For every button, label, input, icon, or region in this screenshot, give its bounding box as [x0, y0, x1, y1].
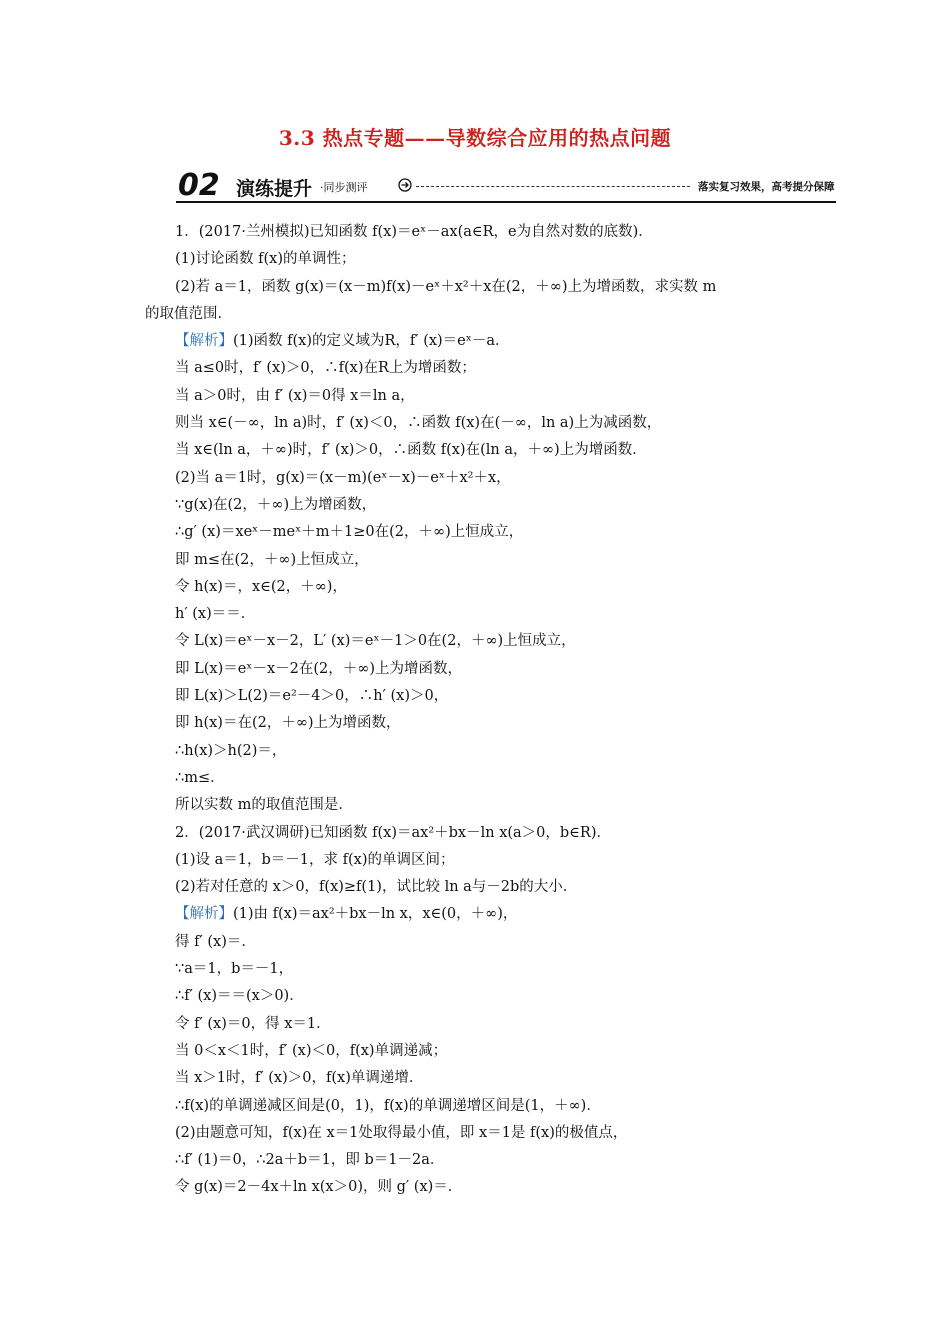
text-line: 令 L(x)＝eˣ－x－2，L′ (x)＝eˣ－1＞0在(2，＋∞)上恒成立， — [175, 633, 576, 650]
banner-subheading: ·同步测评 — [320, 181, 368, 194]
text-line: (1)讨论函数 f(x)的单调性； — [175, 251, 356, 268]
text-line: 当 x＞1时，f′ (x)＞0，f(x)单调递增． — [175, 1070, 424, 1087]
section-banner — [176, 170, 836, 204]
text-line: (2)若对任意的 x＞0，f(x)≥f(1)，试比较 ln a与－2b的大小． — [175, 879, 578, 896]
text-line: 即 m≤在(2，＋∞)上恒成立， — [175, 551, 369, 568]
text-line: 令 f′ (x)＝0，得 x＝1． — [175, 1015, 331, 1032]
text-line: 即 h(x)＝在(2，＋∞)上为增函数， — [175, 715, 401, 732]
text-line: 即 L(x)＞L(2)＝e²－4＞0，∴h′ (x)＞0， — [175, 688, 449, 705]
text-line: 则当 x∈(－∞，ln a)时，f′ (x)＜0，∴函数 f(x)在(－∞，ln a)上为减函数， — [175, 415, 662, 432]
text-line: (2)若 a＝1，函数 g(x)＝(x－m)f(x)－eˣ＋x²＋x在(2，＋∞)上为增函数，求实数 m — [175, 278, 717, 295]
text-line: 1．(2017·兰州模拟)已知函数 f(x)＝eˣ－ax(a∈R，e为自然对数的底数)． — [175, 224, 653, 240]
banner-heading: 演练提升 — [236, 178, 313, 200]
text-line: (2)当 a＝1时，g(x)＝(x－m)(eˣ－x)－eˣ＋x²＋x， — [175, 469, 511, 486]
text-line: 令 g(x)＝2－4x＋ln x(x＞0)，则 g′ (x)＝． — [175, 1179, 463, 1196]
text-line: ∴f′ (x)＝＝(x＞0)． — [175, 988, 304, 1005]
text-line: (2)由题意可知，f(x)在 x＝1处取得最小值，即 x＝1是 f(x)的极值点， — [175, 1124, 628, 1141]
analysis-line — [145, 328, 825, 355]
text-line: 所以实数 m的取值范围是． — [175, 797, 353, 814]
page-title: 3.3 热点专题——导数综合应用的热点问题 — [278, 126, 672, 150]
banner-dashed-line — [416, 186, 690, 187]
text-line: 当 x∈(ln a，＋∞)时，f′ (x)＞0，∴函数 f(x)在(ln a，＋∞)上为增函数． — [175, 442, 647, 459]
banner-rule — [176, 201, 836, 203]
document-body — [145, 219, 825, 1202]
text-line: ∴g′ (x)＝xeˣ－meˣ＋m＋1≥0在(2，＋∞)上恒成立， — [175, 524, 524, 541]
text-line: ∵g(x)在(2，＋∞)上为增函数， — [175, 496, 377, 513]
analysis-tag: 【解析】 — [175, 906, 233, 923]
text-line: 令 h(x)＝，x∈(2，＋∞)， — [175, 578, 347, 595]
text-line: (1)由 f(x)＝ax²＋bx－ln x，x∈(0，＋∞)， — [233, 906, 518, 923]
text-line: h′ (x)＝＝． — [175, 606, 256, 623]
text-line: 即 L(x)＝eˣ－x－2在(2，＋∞)上为增函数， — [175, 660, 462, 677]
text-line: ∴h(x)＞h(2)＝， — [175, 742, 287, 759]
analysis-tag: 【解析】 — [175, 333, 233, 350]
banner-slogan: 落实复习效果，高考提分保障 — [698, 181, 835, 193]
text-line: ∴f′ (1)＝0，∴2a＋b＝1，即 b＝1－2a． — [175, 1152, 445, 1169]
text-line: ∵a＝1，b＝－1， — [175, 961, 294, 978]
text-line: 的取值范围． — [145, 305, 232, 322]
analysis-line — [145, 901, 825, 928]
text-line: 当 a≤0时，f′ (x)＞0，∴f(x)在R上为增函数； — [175, 360, 476, 377]
text-line: 得 f′ (x)＝． — [175, 933, 256, 950]
text-line: ∴f(x)的单调递减区间是(0，1)，f(x)的单调递增区间是(1，＋∞)． — [175, 1097, 601, 1114]
text-line: 当 a＞0时，由 f′ (x)＝0得 x＝ln a， — [175, 387, 415, 404]
text-line: ∴m≤． — [175, 769, 225, 786]
text-line: 2．(2017·武汉调研)已知函数 f(x)＝ax²＋bx－ln x(a＞0，b∈R)． — [175, 824, 611, 841]
text-line: (1)函数 f(x)的定义域为R，f′ (x)＝eˣ－a． — [233, 333, 510, 350]
text-line: 当 0＜x＜1时，f′ (x)＜0，f(x)单调递减； — [175, 1042, 448, 1059]
arrow-circle-icon — [398, 178, 412, 192]
text-line: (1)设 a＝1，b＝－1，求 f(x)的单调区间； — [175, 851, 455, 868]
banner-number: 02 — [178, 168, 220, 203]
